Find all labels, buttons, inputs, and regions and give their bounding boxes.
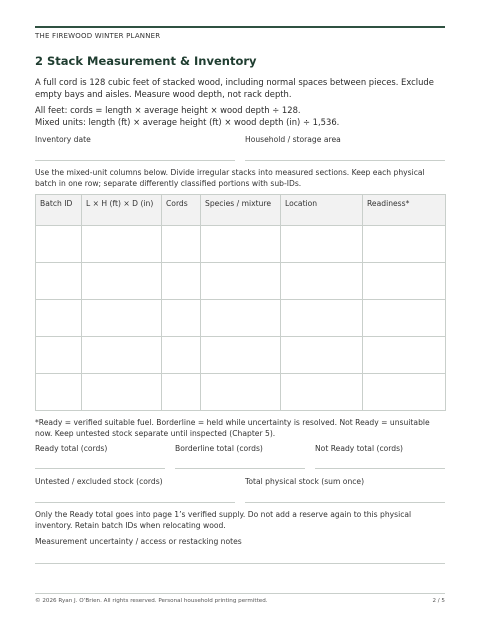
table-cell[interactable] (82, 374, 162, 411)
table-cell[interactable] (162, 337, 201, 374)
table-row (36, 374, 446, 411)
column-header-species: Species / mixture (201, 195, 281, 226)
ready-total-field[interactable] (35, 468, 165, 469)
table-cell[interactable] (36, 337, 82, 374)
household-area-label: Household / storage area (245, 135, 341, 144)
table-cell[interactable] (363, 337, 446, 374)
formula-feet: All feet: cords = length × average height × wood depth ÷ 128. (35, 105, 301, 115)
table-cell[interactable] (363, 226, 446, 263)
table-cell[interactable] (82, 300, 162, 337)
table-cell[interactable] (363, 300, 446, 337)
notes-label: Measurement uncertainty / access or restacking notes (35, 537, 242, 546)
column-header-readiness: Readiness* (363, 195, 446, 226)
table-cell[interactable] (281, 374, 363, 411)
table-row (36, 337, 446, 374)
formula-mixed: Mixed units: length (ft) × average height (ft) × wood depth (in) ÷ 1,536. (35, 117, 340, 127)
table-cell[interactable] (281, 263, 363, 300)
untested-stock-field[interactable] (35, 502, 235, 503)
readiness-footnote: *Ready = verified suitable fuel. Borderline = held while uncertainty is resolved. Not Ready = unsuitable now. Keep untested stock separate until inspected (Chapter 5). (35, 418, 430, 438)
inventory-date-field[interactable] (35, 160, 235, 161)
table-cell[interactable] (36, 300, 82, 337)
total-physical-label: Total physical stock (sum once) (245, 477, 365, 486)
untested-stock-label: Untested / excluded stock (cords) (35, 477, 163, 486)
not-ready-total-field[interactable] (315, 468, 445, 469)
table-cell[interactable] (162, 263, 201, 300)
table-row (36, 300, 446, 337)
table-header-row (36, 195, 446, 226)
borderline-total-field[interactable] (175, 468, 305, 469)
column-header-cords: Cords (162, 195, 201, 226)
column-header-dimensions: L × H (ft) × D (in) (82, 195, 162, 226)
top-rule (35, 26, 445, 28)
table-cell[interactable] (162, 300, 201, 337)
table-instructions: Use the mixed-unit columns below. Divide irregular stacks into measured sections. Keep each physical batch in one row; separate differently classified portions with sub-IDs. (35, 168, 425, 188)
inventory-table (35, 194, 446, 411)
column-header-location: Location (281, 195, 363, 226)
table-row (36, 263, 446, 300)
table-row (36, 226, 446, 263)
table-cell[interactable] (363, 374, 446, 411)
table-cell[interactable] (281, 300, 363, 337)
copyright-notice: © 2026 Ryan J. O’Brien. All rights reserved. Personal household printing permitted. (35, 598, 268, 604)
footer-rule (35, 593, 445, 594)
intro-paragraph: A full cord is 128 cubic feet of stacked wood, including normal spaces between pieces. Exclude empty bays and aisles. Measure wood depth, not rack depth. (35, 77, 434, 99)
table-cell[interactable] (162, 374, 201, 411)
column-header-batch-id: Batch ID (36, 195, 82, 226)
table-cell[interactable] (82, 337, 162, 374)
household-area-field[interactable] (245, 160, 445, 161)
table-cell[interactable] (201, 226, 281, 263)
table-cell[interactable] (281, 337, 363, 374)
table-cell[interactable] (201, 374, 281, 411)
table-cell[interactable] (363, 263, 446, 300)
table-cell[interactable] (281, 226, 363, 263)
planner-title: THE FIREWOOD WINTER PLANNER (35, 32, 161, 40)
borderline-total-label: Borderline total (cords) (175, 444, 263, 453)
table-cell[interactable] (201, 337, 281, 374)
notes-field[interactable] (35, 563, 445, 564)
verified-supply-note: Only the Ready total goes into page 1’s verified supply. Do not add a reserve again to this physical inventory. Retain batch IDs when relocating wood. (35, 510, 412, 530)
table-cell[interactable] (36, 226, 82, 263)
ready-total-label: Ready total (cords) (35, 444, 108, 453)
total-physical-field[interactable] (245, 502, 445, 503)
table-cell[interactable] (162, 226, 201, 263)
table-cell[interactable] (36, 374, 82, 411)
table-cell[interactable] (82, 226, 162, 263)
inventory-date-label: Inventory date (35, 135, 91, 144)
page-number: 2 / 5 (432, 598, 445, 604)
table-cell[interactable] (201, 300, 281, 337)
not-ready-total-label: Not Ready total (cords) (315, 444, 403, 453)
table-cell[interactable] (36, 263, 82, 300)
table-cell[interactable] (201, 263, 281, 300)
table-cell[interactable] (82, 263, 162, 300)
section-title: 2 Stack Measurement & Inventory (35, 54, 257, 68)
